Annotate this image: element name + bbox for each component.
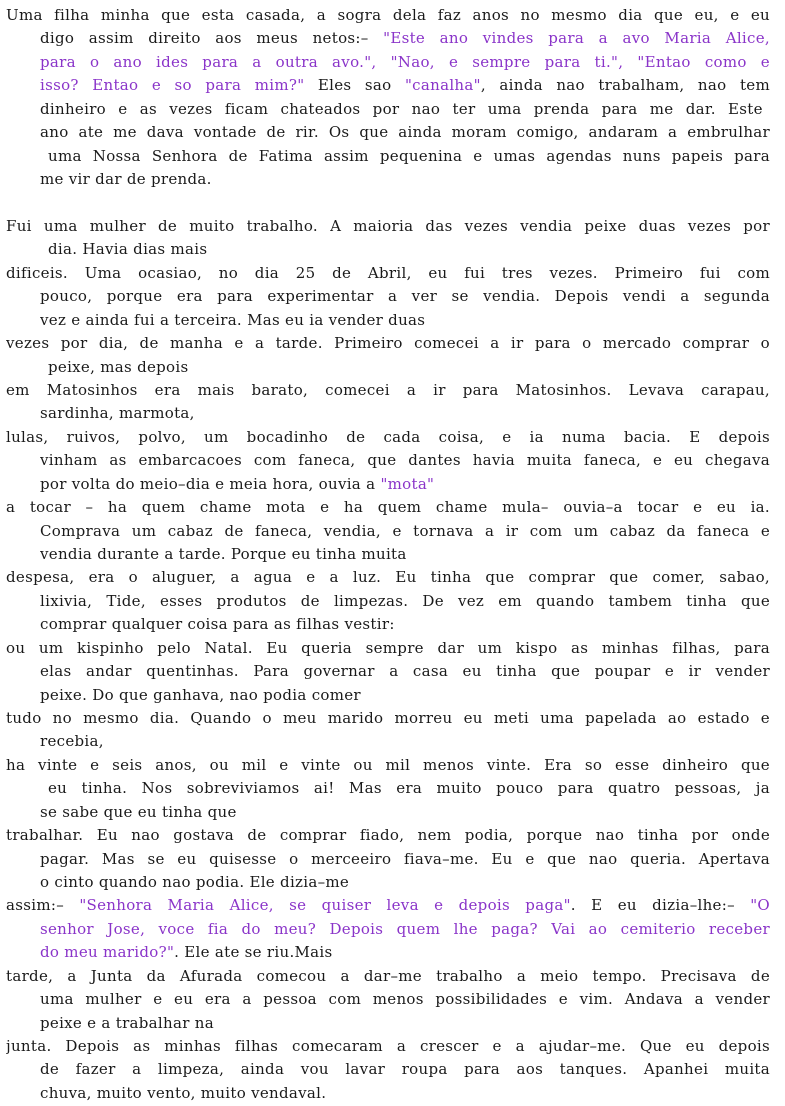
text-line xyxy=(6,824,772,848)
text-line xyxy=(48,356,772,380)
text-line xyxy=(40,590,772,614)
narrative-text: ano ate me dava vontade de rir. Os que ainda moram comigo, andaram a embrulhar xyxy=(40,123,770,141)
quoted-speech: senhor Jose, voce fia do meu? Depois quem lhe paga? Vai ao cemiterio receber xyxy=(40,920,770,938)
text-line xyxy=(40,74,772,98)
narrative-text: por volta do meio–dia e meia hora, ouvia a xyxy=(40,475,381,493)
text-line xyxy=(40,27,772,51)
text-line xyxy=(48,777,772,801)
text-line xyxy=(40,309,772,333)
narrative-text: dinheiro e as vezes ficam chateados por nao ter uma prenda para me dar. Este xyxy=(40,100,763,118)
narrative-text: ou um kispinho pelo Natal. Eu queria sempre dar um kispo as minhas filhas, para xyxy=(6,639,770,657)
text-line xyxy=(40,941,772,965)
text-line xyxy=(6,215,772,239)
text-line xyxy=(6,965,772,989)
narrative-text: comprar qualquer coisa para as filhas vestir: xyxy=(40,615,395,633)
quoted-speech: "canalha" xyxy=(404,76,481,94)
text-line xyxy=(40,684,772,708)
narrative-text: Comprava um cabaz de faneca, vendia, e tornava a ir com um cabaz da faneca e xyxy=(40,522,770,540)
narrative-text: tudo no mesmo dia. Quando o meu marido morreu eu meti uma papelada ao estado e xyxy=(6,709,770,727)
narrative-text: . Ele ate se riu.Mais xyxy=(174,943,333,961)
text-line xyxy=(40,121,772,145)
text-line xyxy=(40,520,772,544)
narrative-text: dificeis. Uma ocasiao, no dia 25 de Abril, eu fui tres vezes. Primeiro fui com xyxy=(6,264,770,282)
text-line xyxy=(40,801,772,825)
narrative-text: o cinto quando nao podia. Ele dizia–me xyxy=(40,873,350,891)
text-line xyxy=(6,4,772,28)
text-line xyxy=(40,98,772,122)
quoted-speech: do meu marido?" xyxy=(40,943,175,961)
narrative-text: vinham as embarcacoes com faneca, que dantes havia muita faneca, e eu chegava xyxy=(40,451,770,469)
text-line xyxy=(6,426,772,450)
text-line xyxy=(40,988,772,1012)
narrative-text: uma Nossa Senhora de Fatima assim pequenina e umas agendas nuns papeis para xyxy=(48,147,770,165)
narrative-text: chuva, muito vento, muito vendaval. xyxy=(40,1084,327,1102)
narrative-text: despesa, era o aluguer, a agua e a luz. Eu tinha que comprar que comer, sabao, xyxy=(6,568,770,586)
quoted-speech: para o ano ides para a outra avo.", "Nao, e sempre para ti.", "Entao como e xyxy=(40,53,770,71)
text-line xyxy=(48,145,772,169)
narrative-text: elas andar quentinhas. Para governar a casa eu tinha que poupar e ir vender xyxy=(40,662,770,680)
text-line xyxy=(6,262,772,286)
narrative-text: lixivia, Tide, esses produtos de limpezas. De vez em quando tambem tinha que xyxy=(40,592,770,610)
narrative-text: pagar. Mas se eu quisesse o merceeiro fiava–me. Eu e que nao queria. Apertava xyxy=(40,850,770,868)
text-line xyxy=(40,1058,772,1082)
narrative-text: trabalhar. Eu nao gostava de comprar fiado, nem podia, porque nao tinha por onde xyxy=(6,826,770,844)
text-line xyxy=(40,1082,772,1106)
narrative-text: junta. Depois as minhas filhas comecaram a crescer e a ajudar–me. Que eu depois xyxy=(6,1037,770,1055)
narrative-text: recebia, xyxy=(40,732,104,750)
text-line xyxy=(6,496,772,520)
text-line xyxy=(40,918,772,942)
narrative-text: . E eu dizia–lhe:– xyxy=(570,896,751,914)
text-line xyxy=(40,848,772,872)
text-line xyxy=(6,894,772,918)
narrative-text: digo assim direito aos meus netos:– xyxy=(40,29,384,47)
quoted-speech: "Este ano vindes para a avo Maria Alice, xyxy=(383,29,770,47)
narrative-text: sardinha, marmota, xyxy=(40,404,195,422)
narrative-text: me vir dar de prenda. xyxy=(40,170,212,188)
text-line xyxy=(40,51,772,75)
text-line xyxy=(40,730,772,754)
quoted-speech: isso? Entao e so para mim?" xyxy=(40,76,305,94)
text-line xyxy=(40,613,772,637)
narrative-text: ha vinte e seis anos, ou mil e vinte ou mil menos vinte. Era so esse dinheiro que xyxy=(6,756,770,774)
narrative-text: eu tinha. Nos sobreviviamos ai! Mas era muito pouco para quatro pessoas, ja xyxy=(48,779,770,797)
narrative-text: peixe. Do que ganhava, nao podia comer xyxy=(40,686,361,704)
narrative-text: pouco, porque era para experimentar a ver se vendia. Depois vendi a segunda xyxy=(40,287,770,305)
narrative-text: se sabe que eu tinha que xyxy=(40,803,237,821)
quoted-speech: "O xyxy=(750,896,770,914)
text-line xyxy=(40,449,772,473)
narrative-text: vezes por dia, de manha e a tarde. Primeiro comecei a ir para o mercado comprar o xyxy=(6,334,770,352)
narrative-text: vez e ainda fui a terceira. Mas eu ia vender duas xyxy=(40,311,426,329)
text-line xyxy=(40,168,772,192)
narrative-text: Fui uma mulher de muito trabalho. A maioria das vezes vendia peixe duas vezes por xyxy=(6,217,770,235)
text-line xyxy=(6,379,772,403)
text-line xyxy=(6,332,772,356)
text-line xyxy=(40,1012,772,1036)
text-line xyxy=(48,238,772,262)
narrative-text: em Matosinhos era mais barato, comecei a ir para Matosinhos. Levava carapau, xyxy=(6,381,770,399)
text-line xyxy=(6,707,772,731)
narrative-text: assim:– xyxy=(6,896,80,914)
narrative-text: vendia durante a tarde. Porque eu tinha muita xyxy=(40,545,407,563)
text-line xyxy=(40,285,772,309)
text-line xyxy=(40,543,772,567)
text-line xyxy=(40,473,772,497)
quoted-speech: "Senhora Maria Alice, se quiser leva e depois paga" xyxy=(79,896,571,914)
narrative-text: , ainda nao trabalham, nao tem xyxy=(480,76,770,94)
text-line xyxy=(40,871,772,895)
narrative-text: peixe, mas depois xyxy=(48,358,189,376)
text-line xyxy=(6,637,772,661)
narrative-text: tarde, a Junta da Afurada comecou a dar–me trabalho a meio tempo. Precisava de xyxy=(6,967,770,985)
text-line xyxy=(40,660,772,684)
narrative-text: Eles sao xyxy=(304,76,405,94)
narrative-text: Uma filha minha que esta casada, a sogra dela faz anos no mesmo dia que eu, e eu xyxy=(6,6,770,24)
text-line xyxy=(6,754,772,778)
narrative-text: uma mulher e eu era a pessoa com menos possibilidades e vim. Andava a vender xyxy=(40,990,770,1008)
text-line xyxy=(6,566,772,590)
narrative-text: dia. Havia dias mais xyxy=(48,240,208,258)
quoted-speech: "mota" xyxy=(380,475,435,493)
narrative-text: peixe e a trabalhar na xyxy=(40,1014,214,1032)
narrative-text: a tocar – ha quem chame mota e ha quem chame mula– ouvia–a tocar e eu ia. xyxy=(6,498,770,516)
narrative-text: de fazer a limpeza, ainda vou lavar roupa para aos tanques. Apanhei muita xyxy=(40,1060,770,1078)
narrative-text: lulas, ruivos, polvo, um bocadinho de cada coisa, e ia numa bacia. E depois xyxy=(6,428,770,446)
text-line xyxy=(40,402,772,426)
text-line xyxy=(6,1035,772,1059)
